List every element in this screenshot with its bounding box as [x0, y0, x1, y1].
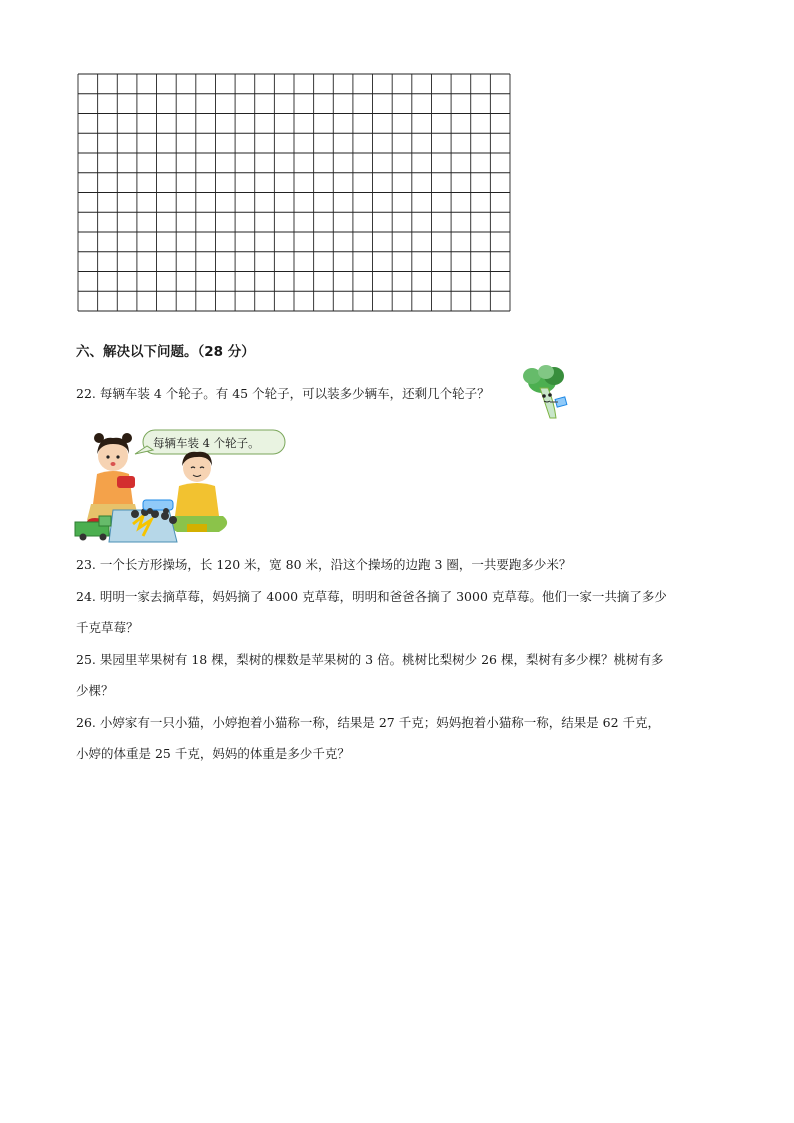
question-23: 23. 一个长方形操场，长 120 米，宽 80 米，沿这个操场的边跑 3 圈，一共要跑多少米？ [76, 557, 572, 572]
answer-grid [77, 73, 511, 313]
speech-bubble [135, 430, 285, 454]
question-24-line-2: 千克草莓？ [76, 620, 139, 635]
boy-figure [169, 452, 227, 532]
children-with-toy-cars-illustration [73, 424, 288, 544]
vegetable-mascot-image [520, 362, 572, 422]
question-24-line-1: 24. 明明一家去摘草莓，妈妈摘了 4000 克草莓，明明和爸爸各摘了 3000 克草莓。他们一家一共摘了多少 [76, 589, 667, 604]
speech-bubble-text: 每辆车装 4 个轮子。 [153, 436, 260, 450]
question-25-line-2: 少棵？ [76, 683, 114, 698]
question-26-line-1: 26. 小婷家有一只小猫，小婷抱着小猫称一称，结果是 27 千克；妈妈抱着小猫称一称，结果是 62 千克， [76, 715, 661, 730]
question-25-line-1: 25. 果园里苹果树有 18 棵，梨树的棵数是苹果树的 3 倍。桃树比梨树少 26 棵，梨树有多少棵？桃树有多 [76, 652, 664, 667]
question-26-line-2: 小婷的体重是 25 千克，妈妈的体重是多少千克？ [76, 746, 350, 761]
section-heading: 六、解决以下问题。（28 分） [76, 344, 255, 360]
question-22: 22. 每辆车装 4 个轮子。有 45 个轮子，可以装多少辆车，还剩几个轮子？ [76, 386, 490, 401]
